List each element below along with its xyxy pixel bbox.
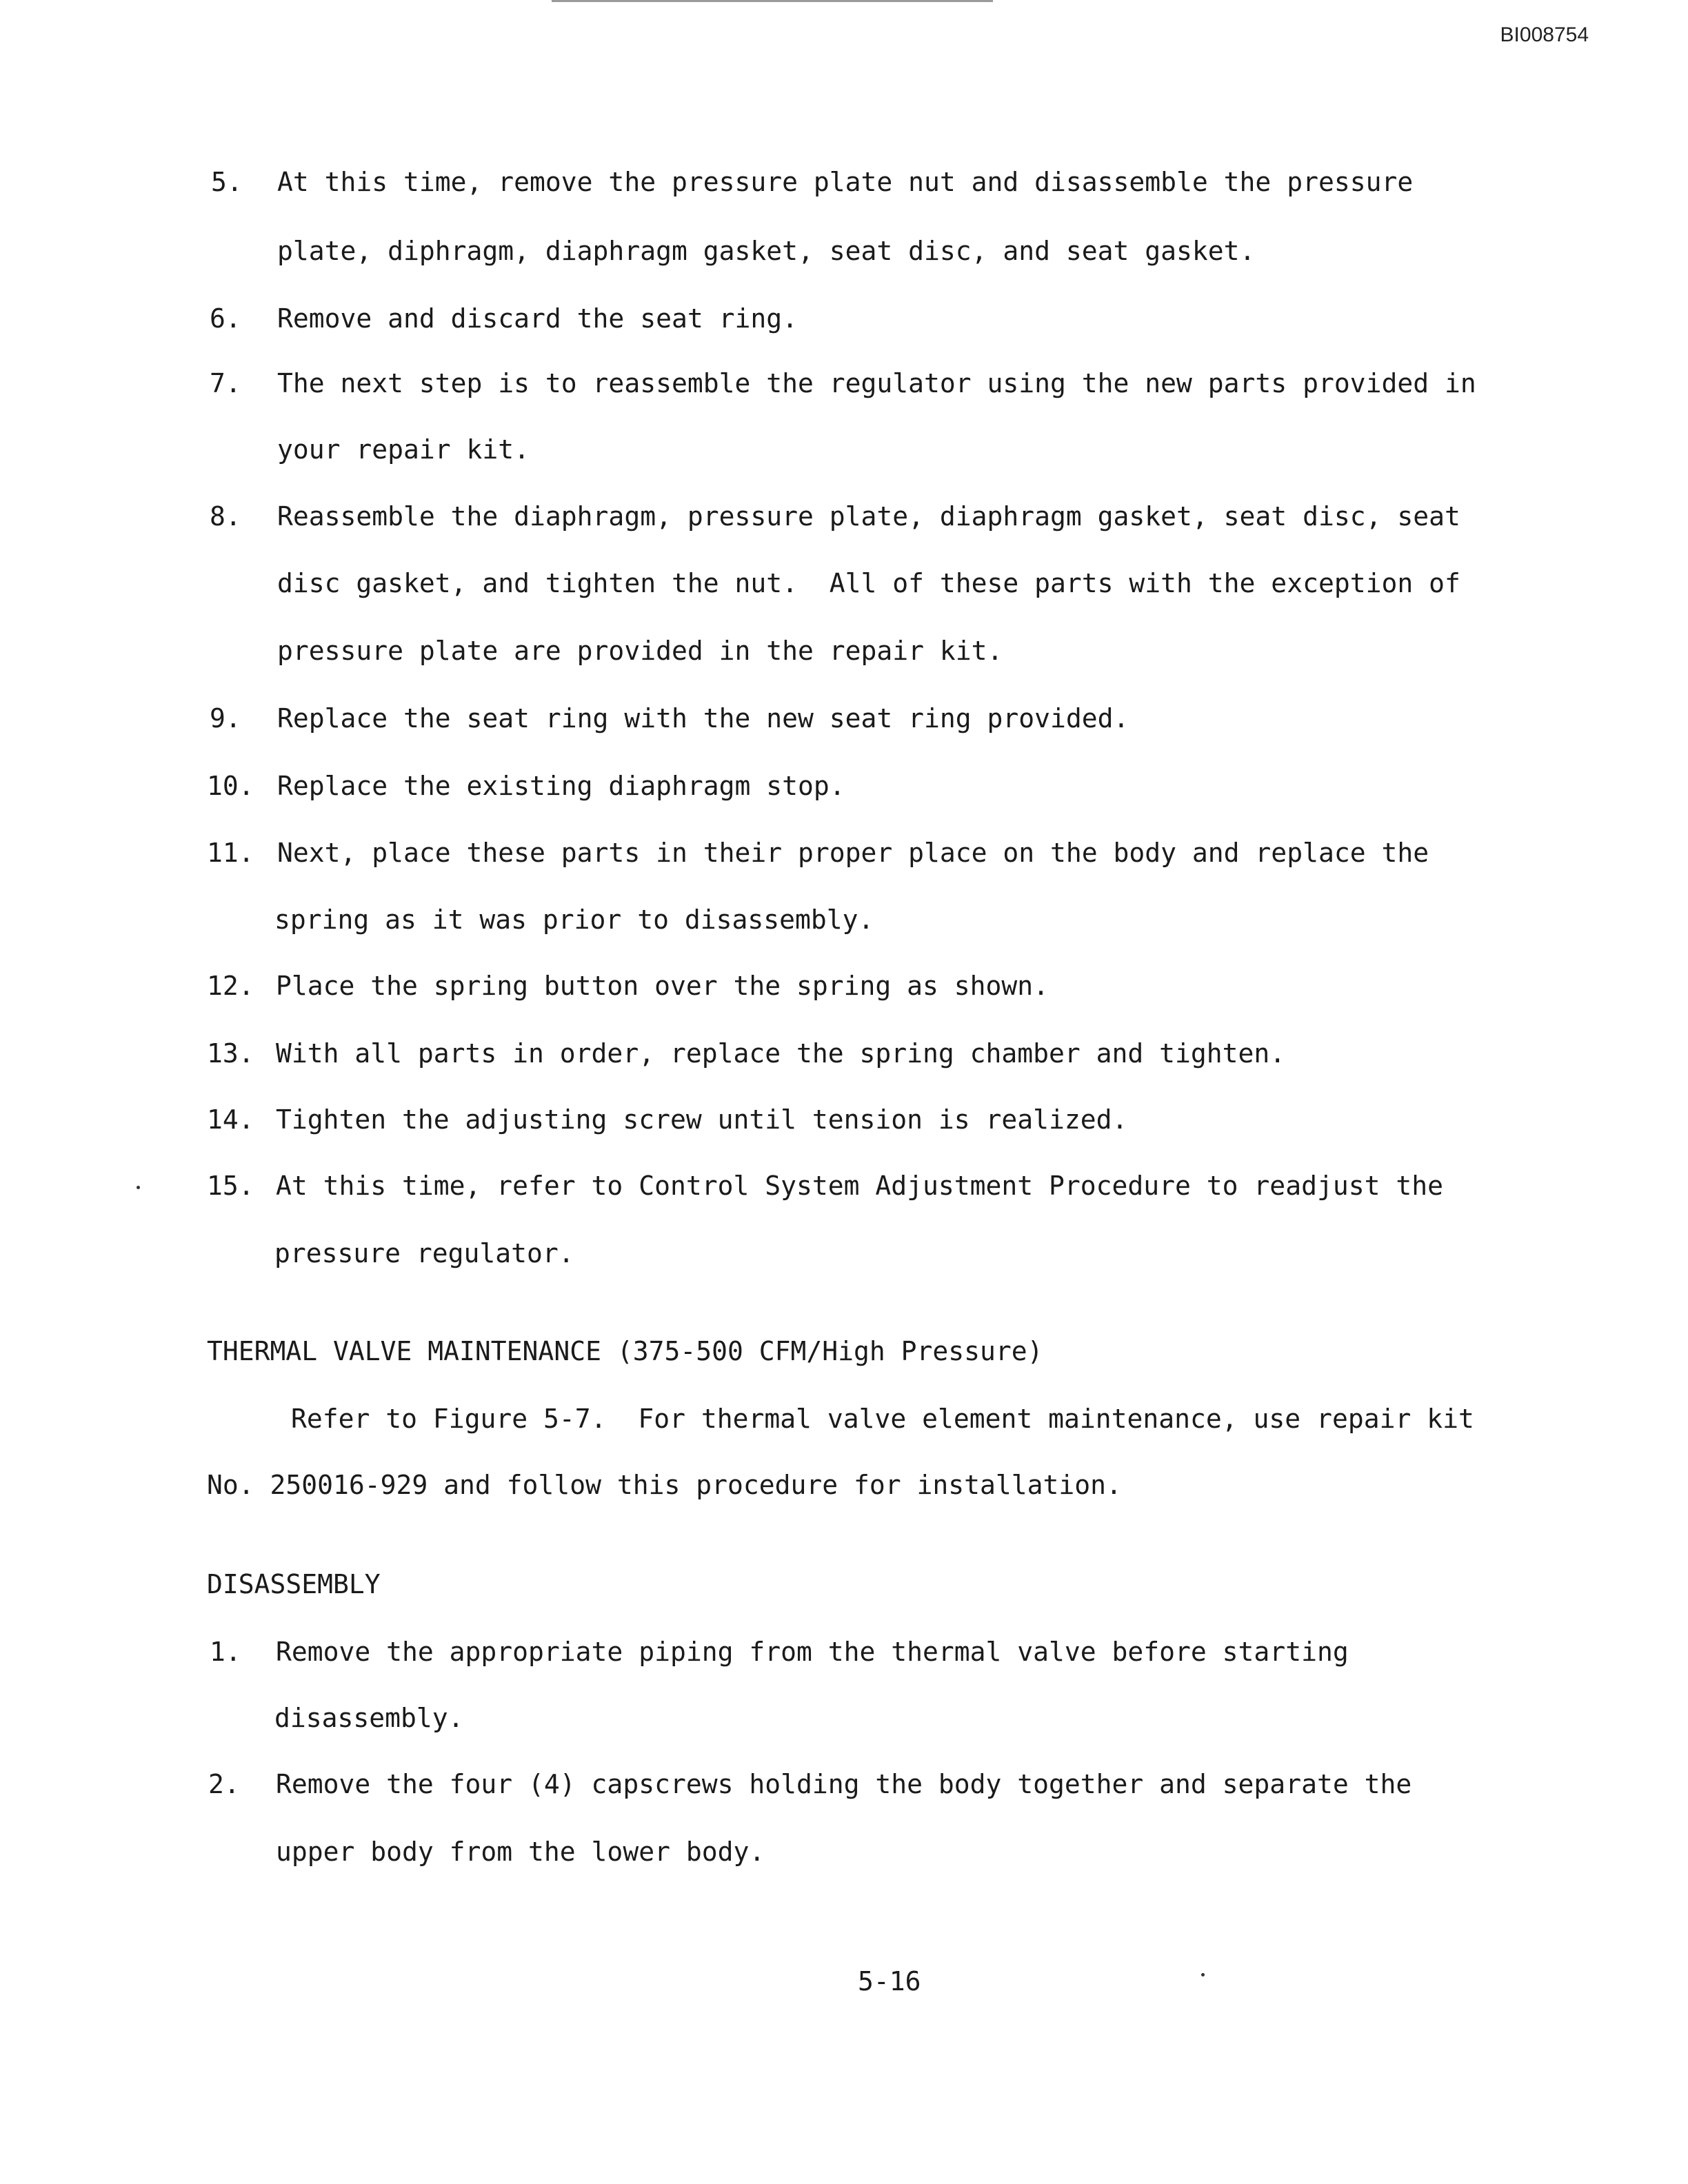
step-text: your repair kit. — [277, 434, 530, 465]
step-number: 1. — [210, 1637, 241, 1667]
step-text: Remove the four (4) capscrews holding the body together and separate the — [276, 1769, 1412, 1799]
step-text: plate, diphragm, diaphragm gasket, seat disc, and seat gasket. — [277, 236, 1256, 266]
step-number: 15. — [207, 1171, 254, 1201]
step-text: Remove and discard the seat ring. — [277, 303, 798, 334]
step-number: 10. — [207, 771, 254, 801]
step-number: 14. — [207, 1104, 254, 1135]
section-heading-thermal-valve: THERMAL VALVE MAINTENANCE (375-500 CFM/High Pressure) — [207, 1336, 1043, 1366]
step-number: 11. — [207, 838, 254, 868]
step-text: Replace the existing diaphragm stop. — [277, 771, 845, 801]
step-number: 13. — [207, 1038, 254, 1069]
page-number: 5-16 — [858, 1966, 921, 1996]
step-number: 7. — [210, 368, 241, 398]
step-number: 2. — [208, 1769, 240, 1799]
step-text: Replace the seat ring with the new seat ring provided. — [277, 703, 1129, 734]
step-text: Remove the appropriate piping from the thermal valve before starting — [276, 1637, 1349, 1667]
step-text: Reassemble the diaphragm, pressure plate, diaphragm gasket, seat disc, seat — [277, 501, 1460, 532]
top-scan-rule — [552, 0, 993, 2]
section-heading-disassembly: DISASSEMBLY — [207, 1569, 381, 1599]
step-text: At this time, refer to Control System Adjustment Procedure to readjust the — [276, 1171, 1443, 1201]
step-text: Next, place these parts in their proper place on the body and replace the — [277, 838, 1429, 868]
step-number: 8. — [210, 501, 241, 532]
step-text: upper body from the lower body. — [276, 1837, 765, 1867]
step-number: 5. — [211, 167, 243, 197]
step-text: Place the spring button over the spring as shown. — [276, 971, 1049, 1001]
step-text: disc gasket, and tighten the nut. All of these parts with the exception of — [277, 568, 1460, 598]
step-number: 12. — [207, 971, 254, 1001]
step-text: With all parts in order, replace the spring chamber and tighten. — [276, 1038, 1286, 1069]
step-number: 9. — [210, 703, 241, 734]
document-id: BI008754 — [1500, 23, 1589, 46]
step-text: disassembly. — [274, 1703, 464, 1733]
scan-speck — [1201, 1973, 1205, 1976]
paragraph-text: No. 250016-929 and follow this procedure for installation. — [207, 1470, 1122, 1500]
step-number: 6. — [210, 303, 241, 334]
step-text: The next step is to reassemble the regulator using the new parts provided in — [277, 368, 1476, 398]
paragraph-text: Refer to Figure 5-7. For thermal valve element maintenance, use repair kit — [291, 1404, 1474, 1434]
step-text: pressure plate are provided in the repair kit. — [277, 636, 1003, 666]
step-text: spring as it was prior to disassembly. — [274, 904, 874, 935]
step-text: pressure regulator. — [274, 1238, 574, 1268]
step-text: Tighten the adjusting screw until tension is realized. — [276, 1104, 1128, 1135]
scan-speck — [137, 1186, 140, 1189]
step-text: At this time, remove the pressure plate nut and disassemble the pressure — [277, 167, 1414, 197]
